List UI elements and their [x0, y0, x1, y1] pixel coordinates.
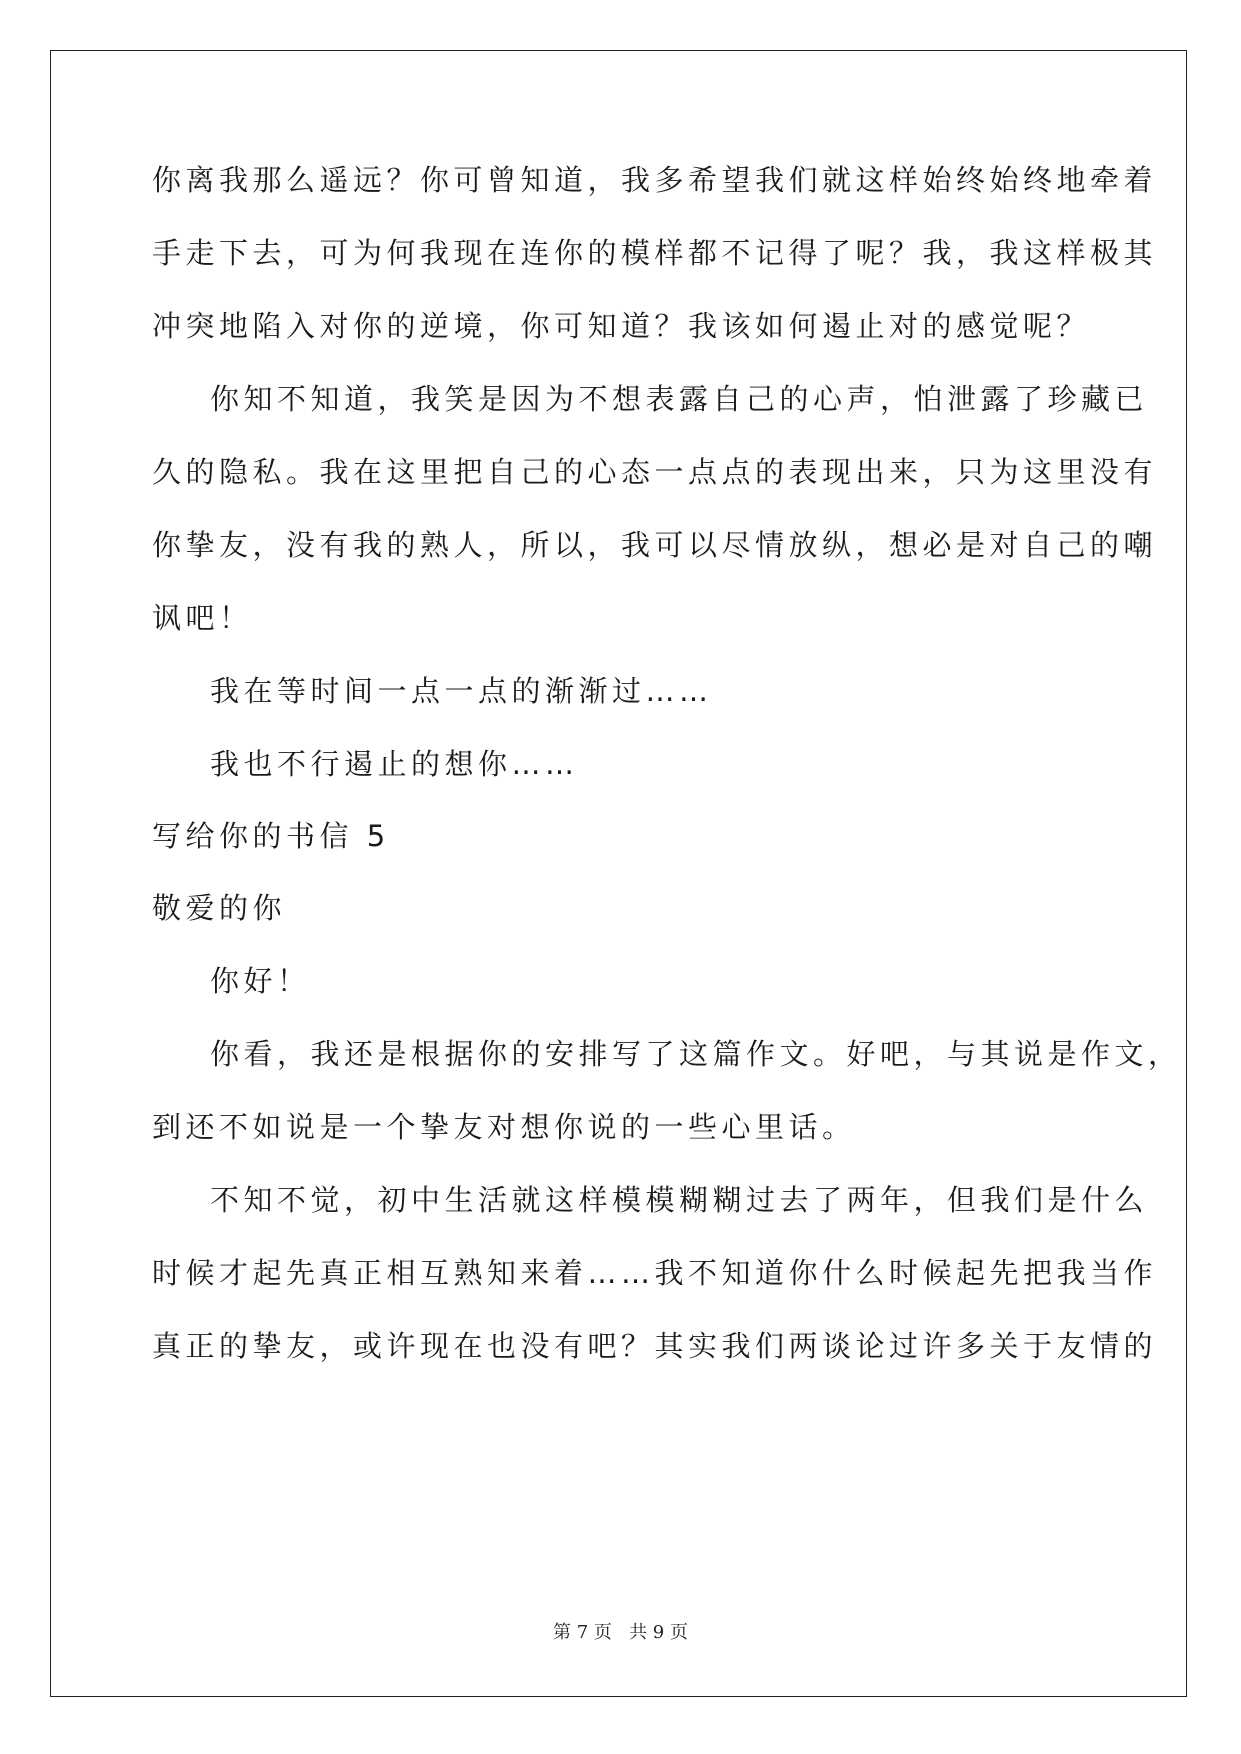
salutation: 敬爱的你 — [152, 891, 287, 925]
page-border — [50, 50, 1187, 1697]
greeting: 你好！ — [210, 964, 311, 998]
text-line: 我在等时间一点一点的渐渐过…… — [210, 674, 713, 708]
text-line: 不知不觉，初中生活就这样模模糊糊过去了两年，但我们是什么 — [210, 1183, 1149, 1217]
text-line: 我也不行遏止的想你…… — [210, 747, 579, 781]
text-line: 你知不知道，我笑是因为不想表露自己的心声，怕泄露了珍藏已 — [210, 382, 1149, 416]
text-line: 你离我那么遥远？你可曾知道，我多希望我们就这样始终始终地牵着 — [152, 163, 1158, 197]
section-heading: 写给你的书信 5 — [152, 819, 390, 853]
page-footer: 第 7 页 共 9 页 — [553, 1622, 688, 1643]
text-line: 到还不如说是一个挚友对想你说的一些心里话。 — [152, 1110, 856, 1144]
text-line: 你挚友，没有我的熟人，所以，我可以尽情放纵，想必是对自己的嘲 — [152, 528, 1158, 562]
text-line: 冲突地陷入对你的逆境，你可知道？我该如何遏止对的感觉呢？ — [152, 309, 1091, 343]
text-line: 你看，我还是根据你的安排写了这篇作文。好吧，与其说是作文， — [210, 1037, 1182, 1071]
text-line: 手走下去，可为何我现在连你的模样都不记得了呢？我，我这样极其 — [152, 236, 1158, 270]
text-line: 真正的挚友，或许现在也没有吧？其实我们两谈论过许多关于友情的 — [152, 1329, 1158, 1363]
text-line: 讽吧！ — [152, 601, 253, 635]
text-line: 时候才起先真正相互熟知来着……我不知道你什么时候起先把我当作 — [152, 1256, 1158, 1290]
text-line: 久的隐私。我在这里把自己的心态一点点的表现出来，只为这里没有 — [152, 455, 1158, 489]
